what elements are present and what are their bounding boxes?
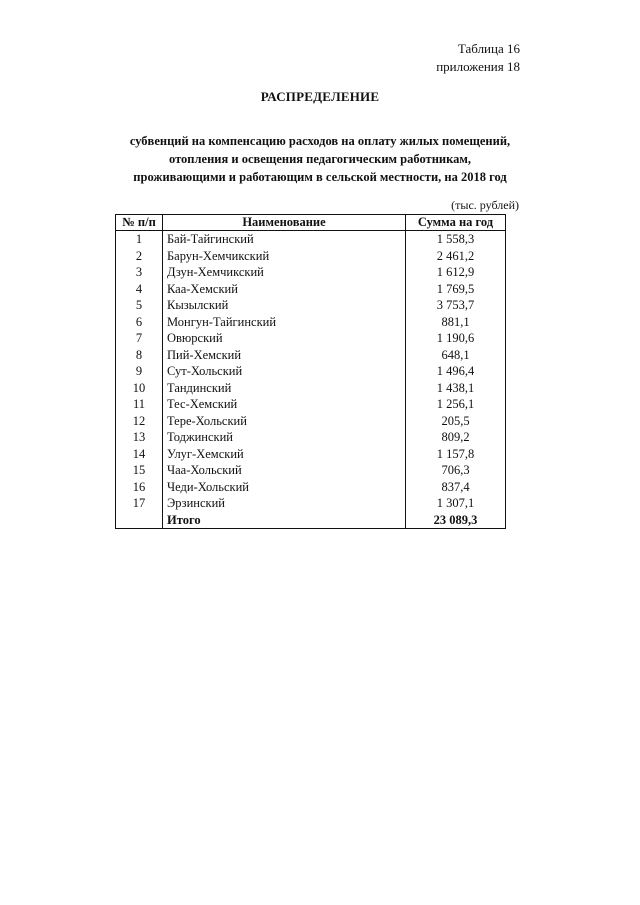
header-number: № п/п <box>116 215 163 231</box>
row-number: 5 <box>116 297 163 314</box>
header-name: Наименование <box>163 215 406 231</box>
row-number: 15 <box>116 462 163 479</box>
subtitle-line: проживающими и работающим в сельской местности, на 2018 год <box>133 170 507 184</box>
units-label: (тыс. рублей) <box>451 198 519 212</box>
header-sum: Сумма на год <box>406 215 506 231</box>
row-name: Чаа-Хольский <box>163 462 406 479</box>
table-row <box>116 297 506 314</box>
table-row <box>116 462 506 479</box>
table-row <box>116 264 506 281</box>
row-name: Кызылский <box>163 297 406 314</box>
row-name: Чеди-Хольский <box>163 479 406 496</box>
total-row <box>116 512 506 529</box>
reference-appendix-number: приложения 18 <box>436 59 520 74</box>
table-row <box>116 330 506 347</box>
row-number: 8 <box>116 347 163 364</box>
table-body <box>116 231 506 529</box>
row-sum: 1 496,4 <box>406 363 506 380</box>
row-name: Пий-Хемский <box>163 347 406 364</box>
row-number: 16 <box>116 479 163 496</box>
document-subtitle <box>0 132 640 186</box>
total-sum: 23 089,3 <box>406 512 506 529</box>
row-sum: 648,1 <box>406 347 506 364</box>
row-name: Барун-Хемчикский <box>163 248 406 265</box>
table-row <box>116 248 506 265</box>
table-row <box>116 380 506 397</box>
row-sum: 1 157,8 <box>406 446 506 463</box>
row-sum: 1 558,3 <box>406 231 506 248</box>
row-name: Дзун-Хемчикский <box>163 264 406 281</box>
row-sum: 1 612,9 <box>406 264 506 281</box>
total-number-cell <box>116 512 163 529</box>
row-name: Тоджинский <box>163 429 406 446</box>
table-row <box>116 231 506 248</box>
row-number: 4 <box>116 281 163 298</box>
row-name: Каа-Хемский <box>163 281 406 298</box>
row-sum: 1 307,1 <box>406 495 506 512</box>
row-number: 2 <box>116 248 163 265</box>
table-reference <box>436 40 520 76</box>
table-row <box>116 363 506 380</box>
row-sum: 1 769,5 <box>406 281 506 298</box>
row-name: Бай-Тайгинский <box>163 231 406 248</box>
row-sum: 706,3 <box>406 462 506 479</box>
row-name: Тере-Хольский <box>163 413 406 430</box>
row-number: 9 <box>116 363 163 380</box>
table-row <box>116 314 506 331</box>
row-sum: 837,4 <box>406 479 506 496</box>
row-number: 3 <box>116 264 163 281</box>
table-row <box>116 429 506 446</box>
row-sum: 881,1 <box>406 314 506 331</box>
row-number: 17 <box>116 495 163 512</box>
row-sum: 2 461,2 <box>406 248 506 265</box>
document-title: РАСПРЕДЕЛЕНИЕ <box>260 89 380 104</box>
subtitle-line: субвенций на компенсацию расходов на оплату жилых помещений, <box>129 134 511 148</box>
row-name: Улуг-Хемский <box>163 446 406 463</box>
table-row <box>116 446 506 463</box>
row-name: Тес-Хемский <box>163 396 406 413</box>
table-row <box>116 479 506 496</box>
distribution-table <box>115 214 506 529</box>
total-label: Итого <box>163 512 406 529</box>
row-sum: 1 438,1 <box>406 380 506 397</box>
row-number: 7 <box>116 330 163 347</box>
table-row <box>116 495 506 512</box>
row-name: Овюрский <box>163 330 406 347</box>
row-name: Монгун-Тайгинский <box>163 314 406 331</box>
table-row <box>116 281 506 298</box>
table-row <box>116 413 506 430</box>
row-number: 13 <box>116 429 163 446</box>
row-number: 11 <box>116 396 163 413</box>
reference-table-number: Таблица 16 <box>457 41 520 56</box>
row-number: 1 <box>116 231 163 248</box>
row-number: 10 <box>116 380 163 397</box>
row-sum: 205,5 <box>406 413 506 430</box>
table-header-row <box>116 215 506 231</box>
row-sum: 809,2 <box>406 429 506 446</box>
row-number: 14 <box>116 446 163 463</box>
table-row <box>116 396 506 413</box>
row-name: Тандинский <box>163 380 406 397</box>
row-number: 12 <box>116 413 163 430</box>
row-sum: 1 190,6 <box>406 330 506 347</box>
subtitle-line: отопления и освещения педагогическим работникам, <box>169 152 471 166</box>
row-sum: 1 256,1 <box>406 396 506 413</box>
row-sum: 3 753,7 <box>406 297 506 314</box>
row-number: 6 <box>116 314 163 331</box>
table-row <box>116 347 506 364</box>
row-name: Эрзинский <box>163 495 406 512</box>
row-name: Сут-Хольский <box>163 363 406 380</box>
